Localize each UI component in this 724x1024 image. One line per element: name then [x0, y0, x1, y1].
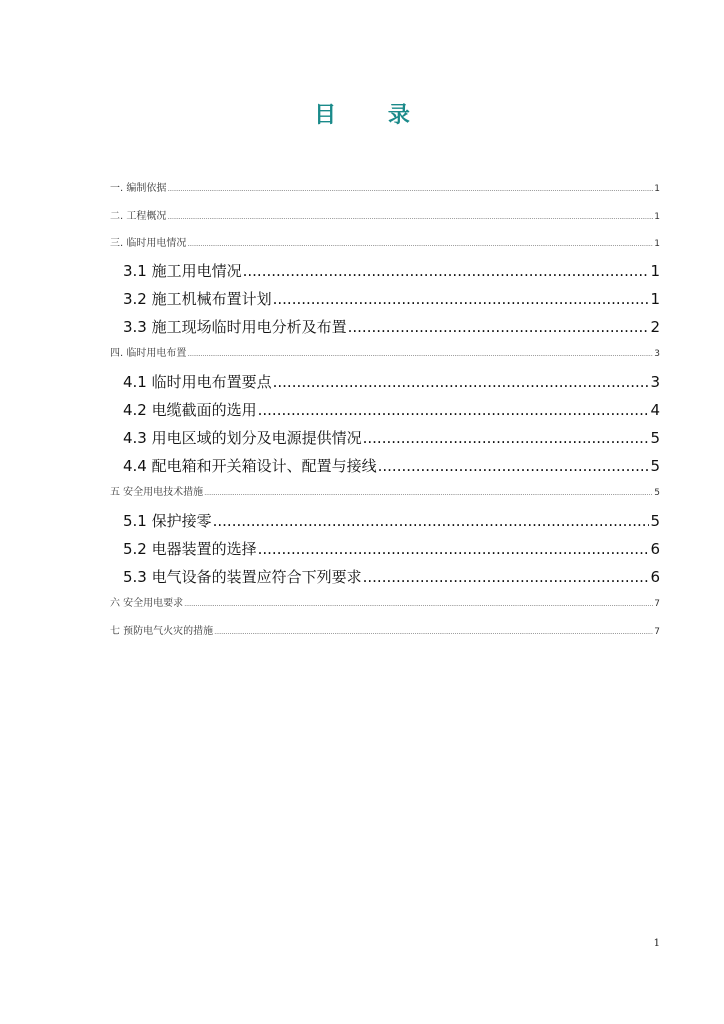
- dot-leader: [167, 210, 653, 224]
- toc-entry[interactable]: [110, 597, 660, 611]
- toc-entry-label: 七 预防电气火灾的措施: [110, 626, 214, 637]
- dot-leader: [258, 538, 650, 560]
- toc-entry-page: 1: [654, 212, 660, 222]
- dot-leader: [187, 237, 653, 251]
- toc-entry-page: 3: [654, 349, 660, 359]
- toc-entry-label: 六 安全用电要求: [110, 598, 184, 609]
- dot-leader: [187, 347, 653, 361]
- toc-entry-page: 1: [650, 262, 660, 280]
- dot-leader: [258, 399, 650, 421]
- toc-entry[interactable]: [123, 538, 660, 560]
- toc-entry-page: 6: [650, 568, 660, 586]
- toc-entry[interactable]: [110, 347, 660, 361]
- toc-entry[interactable]: [123, 399, 660, 421]
- toc-entry-label: 4.2 电缆截面的选用: [123, 401, 257, 419]
- toc-entry[interactable]: [123, 566, 660, 588]
- toc-entry[interactable]: [123, 260, 660, 282]
- toc-entry-label: 4.3 用电区域的划分及电源提供情况: [123, 429, 362, 447]
- toc-entry-label: 5.2 电器装置的选择: [123, 540, 257, 558]
- toc-entry-page: 7: [654, 599, 660, 609]
- toc-entry[interactable]: [110, 237, 660, 251]
- toc-entry[interactable]: [110, 182, 660, 196]
- toc-entry-label: 3.3 施工现场临时用电分析及布置: [123, 318, 347, 336]
- toc-entry[interactable]: [110, 486, 660, 500]
- toc-entry-label: 3.2 施工机械布置计划: [123, 290, 272, 308]
- dot-leader: [167, 182, 653, 196]
- dot-leader: [363, 566, 650, 588]
- toc-entry-page: 1: [654, 239, 660, 249]
- toc-entry-page: 4: [650, 401, 660, 419]
- toc-entry[interactable]: [123, 427, 660, 449]
- toc-entry-page: 7: [654, 627, 660, 637]
- toc-entry-label: 二. 工程概况: [110, 211, 167, 222]
- dot-leader: [273, 288, 650, 310]
- dot-leader: [243, 260, 650, 282]
- dot-leader: [214, 625, 653, 639]
- page-number: 1: [653, 938, 660, 949]
- toc-entry[interactable]: [123, 288, 660, 310]
- toc-entry-label: 一. 编制依据: [110, 183, 167, 194]
- toc-entry-label: 3.1 施工用电情况: [123, 262, 242, 280]
- toc-entry-label: 五 安全用电技术措施: [110, 487, 204, 498]
- dot-leader: [378, 455, 650, 477]
- toc-entry[interactable]: [123, 316, 660, 338]
- toc-title: 目 录: [314, 103, 432, 128]
- dot-leader: [273, 371, 650, 393]
- toc-entry-page: 6: [650, 540, 660, 558]
- toc-entry-page: 5: [654, 488, 660, 498]
- toc-entry-label: 四. 临时用电布置: [110, 348, 187, 359]
- toc-entry-page: 2: [650, 318, 660, 336]
- dot-leader: [184, 597, 653, 611]
- toc-entry[interactable]: [123, 455, 660, 477]
- toc-entry-label: 三. 临时用电情况: [110, 238, 187, 249]
- toc-entry-page: 1: [654, 184, 660, 194]
- toc-entry-page: 3: [650, 373, 660, 391]
- dot-leader: [363, 427, 650, 449]
- toc-entry-label: 5.3 电气设备的装置应符合下列要求: [123, 568, 362, 586]
- toc-entry-page: 5: [650, 457, 660, 475]
- dot-leader: [204, 486, 653, 500]
- toc-entry[interactable]: [123, 371, 660, 393]
- toc-entry-page: 5: [650, 429, 660, 447]
- toc-entry-page: 5: [650, 512, 660, 530]
- toc-entry-page: 1: [650, 290, 660, 308]
- toc-entry[interactable]: [110, 625, 660, 639]
- toc-entry-label: 5.1 保护接零: [123, 512, 212, 530]
- toc-entry-label: 4.1 临时用电布置要点: [123, 373, 272, 391]
- toc-entry[interactable]: [110, 210, 660, 224]
- toc-entry-label: 4.4 配电箱和开关箱设计、配置与接线: [123, 457, 377, 475]
- dot-leader: [213, 510, 650, 532]
- dot-leader: [348, 316, 650, 338]
- toc-entry[interactable]: [123, 510, 660, 532]
